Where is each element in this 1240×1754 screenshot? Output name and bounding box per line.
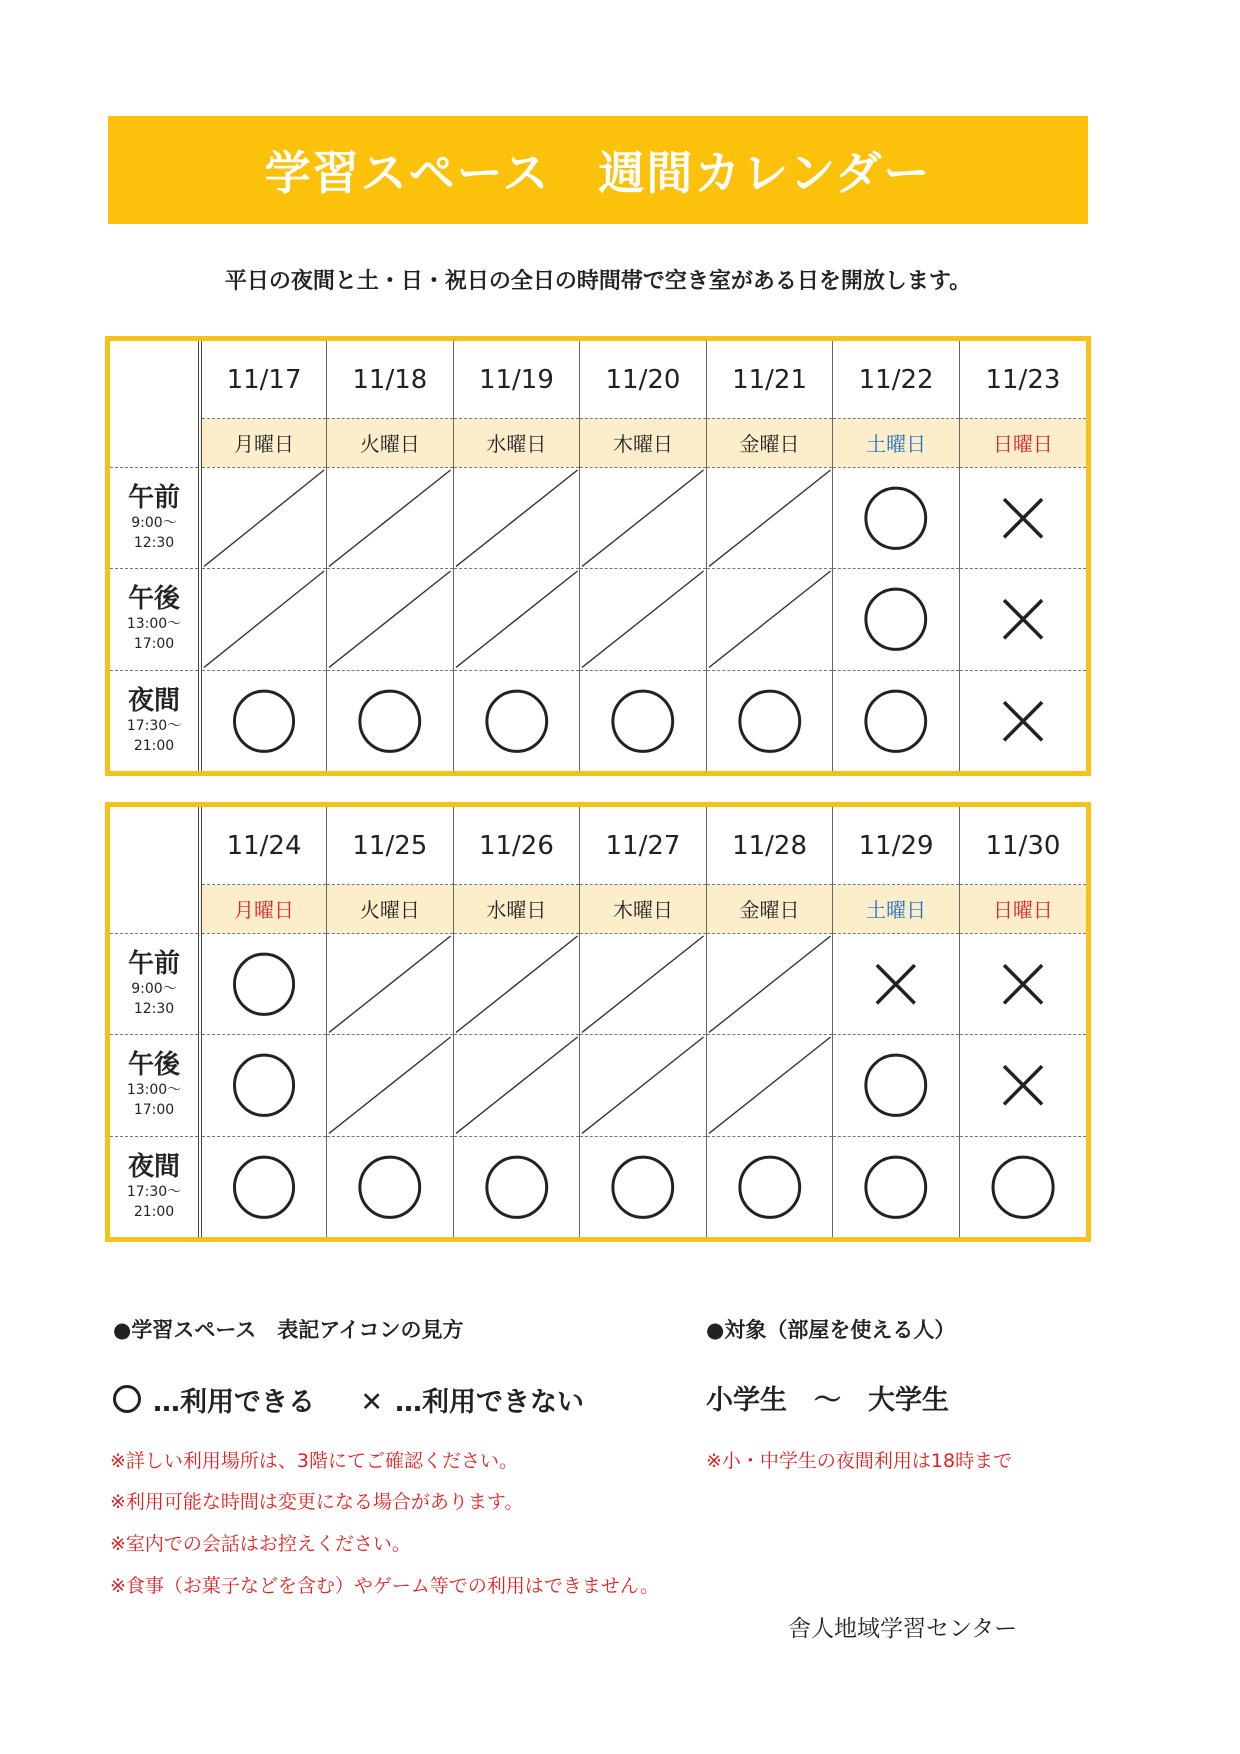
availability-cell <box>580 670 707 771</box>
slot-name: 夜間 <box>127 685 180 716</box>
slot-time-end: 17:00 <box>133 636 175 653</box>
availability-cell <box>706 670 833 771</box>
page-title: 学習スペース 週間カレンダー <box>264 146 932 200</box>
calendar-week-2 <box>105 802 1091 1242</box>
legend-heading: ●学習スペース 表記アイコンの見方 <box>113 1318 464 1342</box>
slot-label <box>110 467 200 568</box>
diagonal-slash-icon <box>327 569 453 669</box>
weekday-cell: 土曜日 <box>833 885 960 933</box>
date-cell: 11/29 <box>833 807 960 885</box>
weekday-cell: 火曜日 <box>327 419 454 467</box>
circle-icon <box>202 1137 326 1237</box>
note-2: ※利用可能な時間は変更になる場合があります。 <box>110 1491 524 1513</box>
circle-icon <box>327 671 453 771</box>
circle-icon <box>454 1137 580 1237</box>
date-cell: 11/25 <box>327 807 454 885</box>
availability-cell <box>706 467 833 568</box>
corner-cell <box>110 885 200 933</box>
slot-label <box>110 933 200 1034</box>
circle-icon <box>707 671 833 771</box>
circle-icon <box>833 671 959 771</box>
diagonal-slash-icon <box>454 934 580 1034</box>
slot-time-start: 9:00～ <box>131 980 177 997</box>
availability-cell <box>833 670 960 771</box>
availability-cell <box>453 467 580 568</box>
diagonal-slash-icon <box>580 1035 706 1135</box>
availability-cell <box>580 1136 707 1237</box>
slot-time-end: 21:00 <box>133 737 175 754</box>
availability-cell <box>453 1035 580 1136</box>
slot-label <box>110 569 200 670</box>
circle-icon <box>454 671 580 771</box>
target-heading: ●対象（部屋を使える人） <box>706 1318 956 1342</box>
slot-time-start: 13:00～ <box>126 616 182 633</box>
availability-cell <box>706 569 833 670</box>
availability-cell <box>580 467 707 568</box>
diagonal-slash-icon <box>454 468 580 568</box>
target-note: ※小・中学生の夜間利用は18時まで <box>706 1450 1013 1472</box>
availability-cell <box>200 933 327 1034</box>
diagonal-slash-icon <box>707 569 833 669</box>
slot-name: 午後 <box>127 1050 180 1081</box>
cross-icon <box>960 1035 1086 1135</box>
diagonal-slash-icon <box>454 569 580 669</box>
date-cell: 11/20 <box>580 341 707 419</box>
weekday-cell: 金曜日 <box>706 885 833 933</box>
weekday-cell: 日曜日 <box>959 885 1086 933</box>
corner-cell <box>110 419 200 467</box>
page-subtitle: 平日の夜間と土・日・祝日の全日の時間帯で空き室がある日を開放します。 <box>224 269 972 294</box>
diagonal-slash-icon <box>202 569 326 669</box>
weekday-cell: 土曜日 <box>833 419 960 467</box>
slot-time-end: 21:00 <box>133 1203 175 1220</box>
weekday-cell: 木曜日 <box>580 419 707 467</box>
diagonal-slash-icon <box>202 468 326 568</box>
calendar-week-1 <box>105 336 1091 776</box>
note-4: ※食事（お菓子などを含む）やゲーム等での利用はできません。 <box>110 1575 660 1597</box>
availability-cell <box>200 1136 327 1237</box>
cross-icon <box>960 934 1086 1034</box>
page-title-banner <box>108 116 1088 224</box>
circle-icon <box>833 468 959 568</box>
circle-icon <box>202 671 326 771</box>
availability-cell <box>959 933 1086 1034</box>
availability-cell <box>453 933 580 1034</box>
legend-icons <box>113 1380 584 1419</box>
corner-cell <box>110 341 200 419</box>
availability-cell <box>453 569 580 670</box>
slot-label <box>110 670 200 771</box>
weekday-cell: 木曜日 <box>580 885 707 933</box>
cross-icon <box>833 934 959 1034</box>
diagonal-slash-icon <box>707 468 833 568</box>
slot-time-start: 17:30～ <box>126 717 182 734</box>
legend-ng-text: …利用できない <box>395 1387 585 1418</box>
diagonal-slash-icon <box>580 569 706 669</box>
availability-cell <box>327 569 454 670</box>
diagonal-slash-icon <box>707 934 833 1034</box>
availability-cell <box>833 1136 960 1237</box>
date-cell: 11/24 <box>200 807 327 885</box>
note-1: ※詳しい利用場所は、3階にてご確認ください。 <box>110 1450 519 1472</box>
slot-time-start: 13:00～ <box>126 1082 182 1099</box>
availability-cell <box>706 933 833 1034</box>
circle-icon <box>113 1385 141 1413</box>
cross-icon <box>960 671 1086 771</box>
weekday-cell: 月曜日 <box>200 419 327 467</box>
weekday-cell: 火曜日 <box>327 885 454 933</box>
legend-ok-text: …利用できる <box>153 1387 315 1418</box>
availability-cell <box>959 569 1086 670</box>
weekday-cell: 金曜日 <box>706 419 833 467</box>
availability-cell <box>327 933 454 1034</box>
circle-icon <box>833 569 959 669</box>
slot-name: 午後 <box>127 584 180 615</box>
date-cell: 11/26 <box>453 807 580 885</box>
cross-icon: ✕ <box>360 1387 384 1418</box>
diagonal-slash-icon <box>580 934 706 1034</box>
circle-icon <box>580 671 706 771</box>
slot-label <box>110 1136 200 1237</box>
availability-cell <box>327 1035 454 1136</box>
weekday-cell: 水曜日 <box>453 885 580 933</box>
slot-time-end: 12:30 <box>133 1000 175 1017</box>
availability-cell <box>959 467 1086 568</box>
date-cell: 11/18 <box>327 341 454 419</box>
center-name: 舎人地域学習センター <box>788 1616 1018 1642</box>
weekday-cell: 水曜日 <box>453 419 580 467</box>
cross-icon <box>960 468 1086 568</box>
diagonal-slash-icon <box>707 1035 833 1135</box>
note-3: ※室内での会話はお控えください。 <box>110 1533 411 1555</box>
availability-cell <box>200 1035 327 1136</box>
corner-cell <box>110 807 200 885</box>
target-text: 小学生 ～ 大学生 <box>706 1385 949 1416</box>
date-cell: 11/19 <box>453 341 580 419</box>
slot-time-start: 9:00～ <box>131 514 177 531</box>
circle-icon <box>202 934 326 1034</box>
availability-cell <box>706 1136 833 1237</box>
date-cell: 11/30 <box>959 807 1086 885</box>
diagonal-slash-icon <box>454 1035 580 1135</box>
slot-time-end: 12:30 <box>133 534 175 551</box>
availability-cell <box>959 1035 1086 1136</box>
availability-cell <box>200 670 327 771</box>
availability-cell <box>453 1136 580 1237</box>
date-cell: 11/21 <box>706 341 833 419</box>
date-cell: 11/28 <box>706 807 833 885</box>
availability-cell <box>453 670 580 771</box>
slot-time-end: 17:00 <box>133 1102 175 1119</box>
date-cell: 11/27 <box>580 807 707 885</box>
circle-icon <box>580 1137 706 1237</box>
availability-cell <box>327 1136 454 1237</box>
slot-name: 午前 <box>127 948 180 979</box>
availability-cell <box>959 1136 1086 1237</box>
availability-cell <box>580 1035 707 1136</box>
cross-icon <box>960 569 1086 669</box>
weekday-cell: 月曜日 <box>200 885 327 933</box>
slot-name: 午前 <box>127 482 180 513</box>
circle-icon <box>833 1035 959 1135</box>
availability-cell <box>959 670 1086 771</box>
circle-icon <box>707 1137 833 1237</box>
circle-icon <box>833 1137 959 1237</box>
diagonal-slash-icon <box>327 1035 453 1135</box>
date-cell: 11/17 <box>200 341 327 419</box>
date-cell: 11/23 <box>959 341 1086 419</box>
availability-cell <box>706 1035 833 1136</box>
availability-cell <box>833 933 960 1034</box>
circle-icon <box>202 1035 326 1135</box>
slot-time-start: 17:30～ <box>126 1183 182 1200</box>
diagonal-slash-icon <box>580 468 706 568</box>
availability-cell <box>327 467 454 568</box>
availability-cell <box>833 467 960 568</box>
availability-cell <box>833 1035 960 1136</box>
availability-cell <box>580 569 707 670</box>
weekday-cell: 日曜日 <box>959 419 1086 467</box>
date-cell: 11/22 <box>833 341 960 419</box>
availability-cell <box>327 670 454 771</box>
availability-cell <box>200 569 327 670</box>
diagonal-slash-icon <box>327 468 453 568</box>
availability-cell <box>200 467 327 568</box>
diagonal-slash-icon <box>327 934 453 1034</box>
circle-icon <box>327 1137 453 1237</box>
slot-name: 夜間 <box>127 1151 180 1182</box>
availability-cell <box>580 933 707 1034</box>
availability-cell <box>833 569 960 670</box>
slot-label <box>110 1035 200 1136</box>
circle-icon <box>960 1137 1086 1237</box>
